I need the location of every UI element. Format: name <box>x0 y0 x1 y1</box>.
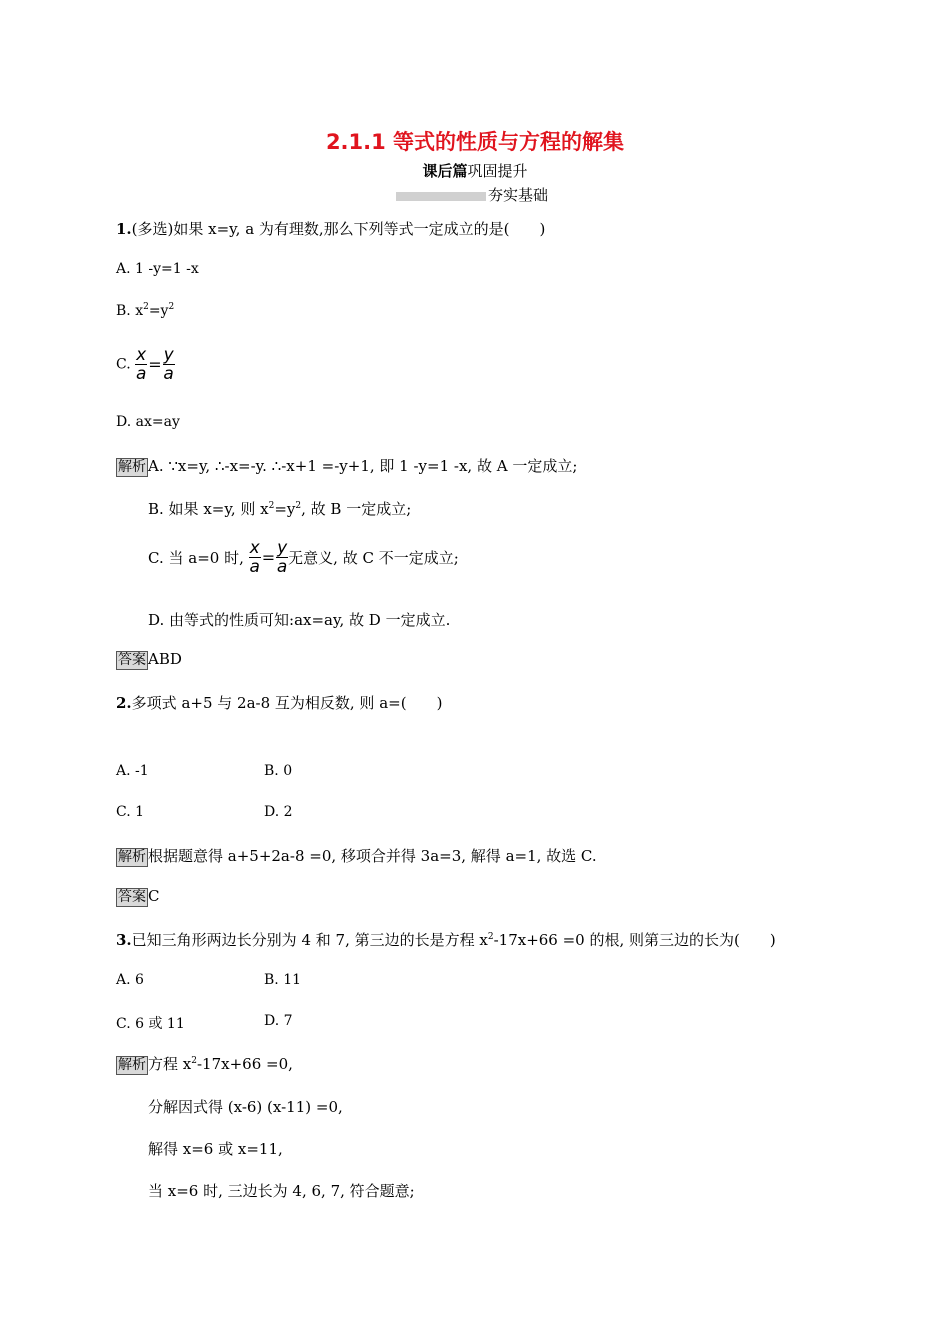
fraction-x-over-a <box>249 539 261 576</box>
answer-label: 答案 <box>118 652 146 668</box>
question-1-stem <box>116 218 545 239</box>
question-1-number: 1. <box>116 220 132 238</box>
q1-answer-value: ABD <box>148 650 182 668</box>
page-title: 2.1.1 等式的性质与方程的解集 <box>325 130 625 154</box>
question-1-text: (多选)如果 x=y, a 为有理数,那么下列等式一定成立的是( ) <box>131 220 546 238</box>
denominator: a <box>135 364 147 384</box>
q3-analysis-4: 当 x=6 时, 三边长为 4, 6, 7, 符合题意; <box>148 1182 415 1200</box>
superscript: 2 <box>295 501 302 511</box>
q1-option-d: D. ax=ay <box>116 414 180 430</box>
numerator: x <box>136 345 147 365</box>
fraction-y-over-a <box>163 346 175 383</box>
section-subtitle <box>0 160 950 181</box>
question-2-text: 多项式 a+5 与 2a-8 互为相反数, 则 a=( ) <box>131 694 443 712</box>
q1-analysis-d: D. 由等式的性质可知:ax=ay, 故 D 一定成立. <box>148 611 451 629</box>
q3-option-d: D. 7 <box>264 1013 293 1029</box>
question-3-number: 3. <box>116 931 132 949</box>
q3-option-a: A. 6 <box>116 972 144 988</box>
equals-sign: = <box>148 355 162 374</box>
q1-option-c-label: C. <box>116 356 131 373</box>
section-heading-text: 夯实基础 <box>488 186 549 204</box>
heading-decor-bar <box>396 192 486 201</box>
question-3-text-pre: 已知三角形两边长分别为 4 和 7, 第三边的长是方程 x <box>131 931 488 949</box>
q1-analysis-c-post: 无意义, 故 C 不一定成立; <box>288 549 459 567</box>
superscript: 2 <box>143 302 149 312</box>
q2-analysis-text: 根据题意得 a+5+2a-8 =0, 移项合并得 3a=3, 解得 a=1, 故选 C. <box>148 847 597 865</box>
q3-option-c: C. 6 或 11 <box>116 1016 185 1032</box>
q3-analysis-3: 解得 x=6 或 x=11, <box>148 1140 283 1158</box>
subtitle-bold: 课后篇 <box>422 162 468 180</box>
q1-answer <box>116 650 182 670</box>
q1-analysis-a-text: A. ∵x=y, ∴-x=-y. ∴-x+1 =-y+1, 即 1 -y=1 -x, 故 A 一定成立; <box>148 457 578 475</box>
superscript: 2 <box>168 302 175 312</box>
q3-analysis-2: 分解因式得 (x-6) (x-11) =0, <box>148 1098 343 1116</box>
q1-analysis-b <box>148 498 411 519</box>
q1-analysis-a <box>116 455 577 477</box>
q1-analysis-b-mid: =y <box>274 500 296 518</box>
denominator: a <box>249 557 260 577</box>
q1-option-b-pre: B. x <box>116 303 144 319</box>
q2-option-b: B. 0 <box>264 763 293 779</box>
question-2-number: 2. <box>116 694 132 712</box>
q1-option-b-mid: =y <box>148 303 169 319</box>
superscript: 2 <box>487 932 494 942</box>
q3-option-b: B. 11 <box>264 972 302 988</box>
q1-analysis-b-post: , 故 B 一定成立; <box>301 500 412 518</box>
q3-analysis-1-pre: 方程 x <box>148 1055 192 1073</box>
q1-option-a: A. 1 -y=1 -x <box>116 261 199 277</box>
q3-analysis-1-post: -17x+66 =0, <box>196 1055 293 1073</box>
q3-analysis-1 <box>116 1053 293 1075</box>
question-3-stem <box>116 929 776 950</box>
equals-sign: = <box>261 548 276 567</box>
q2-answer <box>116 887 159 907</box>
question-2-stem <box>116 692 442 713</box>
denominator: a <box>163 364 174 384</box>
q2-option-c: C. 1 <box>116 804 145 820</box>
analysis-label: 解析 <box>118 1057 146 1073</box>
superscript: 2 <box>268 501 275 511</box>
q2-option-a: A. -1 <box>116 763 149 779</box>
fraction-x-over-a <box>135 346 147 383</box>
superscript: 2 <box>191 1056 197 1066</box>
q1-analysis-c-pre: C. 当 a=0 时, <box>148 549 244 567</box>
numerator: y <box>163 345 174 365</box>
analysis-label: 解析 <box>118 849 146 865</box>
q2-analysis <box>116 845 597 867</box>
q1-option-b <box>116 302 174 319</box>
q2-answer-value: C <box>148 887 160 905</box>
numerator: x <box>249 538 260 558</box>
q1-analysis-c <box>148 539 459 576</box>
section-heading <box>396 184 548 205</box>
analysis-label: 解析 <box>118 459 146 475</box>
q2-option-d: D. 2 <box>264 804 293 820</box>
numerator: y <box>277 538 288 558</box>
fraction-y-over-a <box>276 539 288 576</box>
answer-label: 答案 <box>118 889 146 905</box>
q1-option-c <box>116 346 175 383</box>
denominator: a <box>276 557 288 577</box>
subtitle-rest: 巩固提升 <box>467 162 528 180</box>
q1-analysis-b-pre: B. 如果 x=y, 则 x <box>148 500 269 518</box>
question-3-text-post: -17x+66 =0 的根, 则第三边的长为( ) <box>493 931 776 949</box>
